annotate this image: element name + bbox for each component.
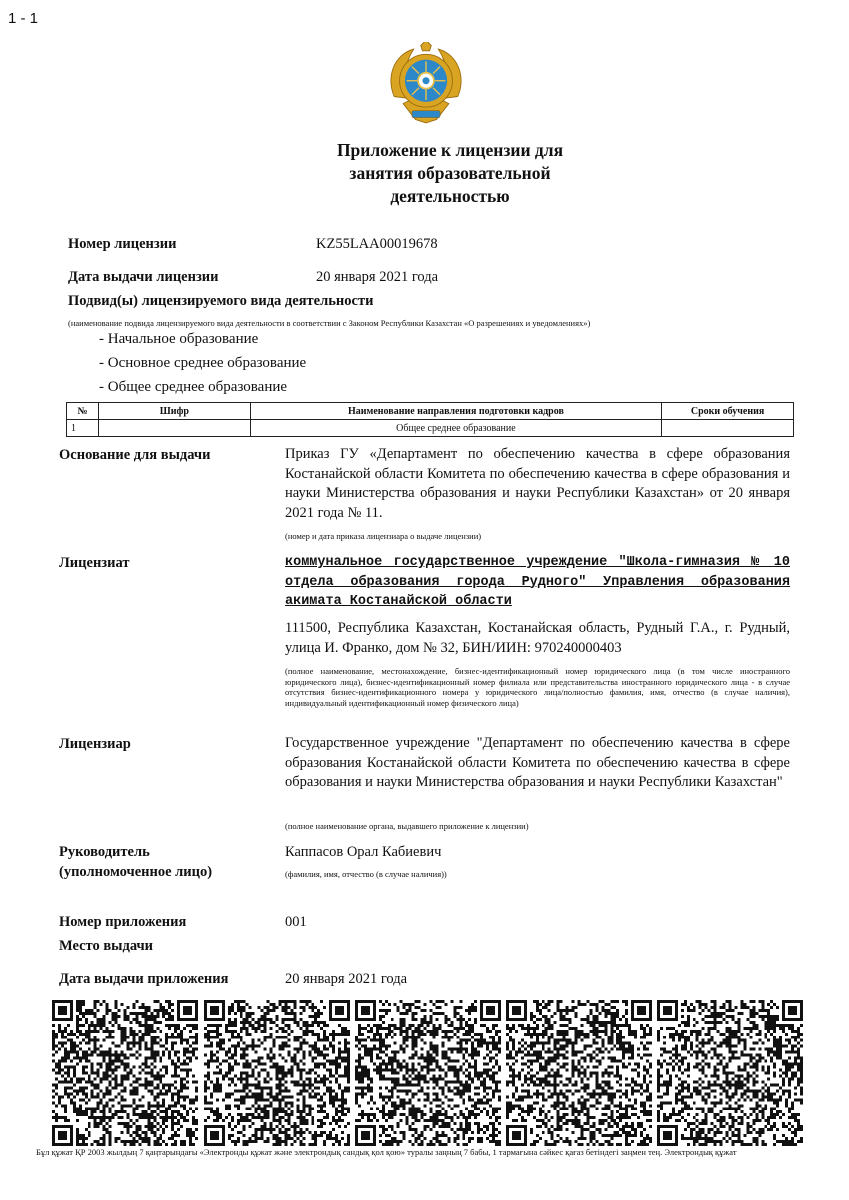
- licensee-label: Лицензиат: [59, 555, 130, 571]
- appendix-date-label: Дата выдачи приложения: [59, 971, 229, 987]
- table-cell: [98, 420, 250, 437]
- qr-code: [506, 1000, 652, 1146]
- basis-label: Основание для выдачи: [59, 447, 211, 463]
- table-header-row: [67, 403, 794, 420]
- subtype-item: - Основное среднее образование: [99, 355, 307, 371]
- licensor-label: Лицензиар: [59, 736, 131, 752]
- head-label-subtitle: (уполномоченное лицо): [59, 864, 213, 880]
- license-number-label: Номер лицензии: [68, 236, 177, 252]
- document-title: [250, 139, 650, 208]
- head-label: Руководитель: [59, 844, 150, 860]
- head-hint: (фамилия, имя, отчество (в случае наличия)): [285, 869, 447, 879]
- subtypes-heading: Подвид(ы) лицензируемого вида деятельности: [68, 293, 374, 309]
- appendix-number-label: Номер приложения: [59, 914, 187, 930]
- qr-code: [657, 1000, 803, 1146]
- column-header: Наименование направления подготовки кадров: [250, 403, 661, 420]
- licensee-address: 111500, Республика Казахстан, Костанайская область, Рудный Г.А., г. Рудный, улица И. Франко, дом № 32, БИН/ИИН: 970240000403: [285, 620, 790, 656]
- qr-modules: [52, 1000, 198, 1146]
- programs-table: [66, 402, 794, 437]
- footer-legal-note: Бұл құжат ҚР 2003 жылдың 7 қаңтарындағы «Электронды құжат және электрондық сандық қол қою» туралы заңның 7 бабы, 1 тармағына сәйкес қағаз бетіндегі заңмен тең. Электрондық құжат: [36, 1147, 737, 1157]
- license-date: 20 января 2021 года: [316, 269, 439, 285]
- licensor-name: Государственное учреждение "Департамент по обеспечению качества в сфере образования Костанайской области Комитета по обеспечению качества в сфере образования и науки Министерства образования и науки Республики Казахстан": [285, 735, 790, 790]
- subtype-item: - Общее среднее образование: [99, 379, 288, 395]
- column-header: Шифр: [98, 403, 250, 420]
- licensor-hint: (полное наименование органа, выдавшего приложение к лицензии): [285, 821, 529, 831]
- table-cell: [662, 420, 794, 437]
- basis-hint: (номер и дата приказа лицензиара о выдаче лицензии): [285, 531, 482, 541]
- qr-code: [52, 1000, 198, 1146]
- appendix-number: 001: [285, 914, 307, 930]
- license-date-label: Дата выдачи лицензии: [68, 269, 219, 285]
- title-line-1: Приложение к лицензии для: [336, 140, 564, 160]
- page-number: 1 - 1: [8, 10, 39, 27]
- subtypes-hint: (наименование подвида лицензируемого вида деятельности в соответствии с Законом Республики Казахстан «О разрешениях и уведомлениях»): [68, 318, 591, 328]
- column-header: №: [67, 403, 99, 420]
- title-line-2: занятия образовательной: [349, 163, 551, 183]
- title-line-3: деятельностью: [390, 186, 510, 206]
- table-row: [67, 420, 794, 437]
- column-header: Сроки обучения: [662, 403, 794, 420]
- licensee-hint: (полное наименование, местонахождение, бизнес-идентификационный номер юридического лица (в том числе иностранного юридического лица), бизнес-идентификационный номер филиала или представительства иностранного юридического лица - в случае отсутствия бизнес-идентификационного номера у юридического лица/полностью фамилия, имя, отчество (в случае наличия), индивидуальный идентификационный номер физического лица): [285, 666, 790, 708]
- subtype-item: - Начальное образование: [99, 331, 259, 347]
- table-cell: Общее среднее образование: [250, 420, 661, 437]
- qr-modules: [506, 1000, 652, 1146]
- license-number: KZ55LAA00019678: [316, 236, 438, 252]
- basis-text: Приказ ГУ «Департамент по обеспечению качества в сфере образования Костанайской области Комитета по обеспечению качества в сфере образования и науки Министерства образования и науки Республики Казахстан» от 20 января 2021 года № 11.: [285, 446, 790, 521]
- table-cell: 1: [67, 420, 99, 437]
- qr-modules: [204, 1000, 350, 1146]
- qr-modules: [657, 1000, 803, 1146]
- appendix-date: 20 января 2021 года: [285, 971, 408, 987]
- qr-modules: [355, 1000, 501, 1146]
- licensee-name: коммунальное государственное учреждение "Школа-гимназия № 10 отдела образования города Рудного" Управления образования акимата Костанайской области: [285, 555, 790, 609]
- state-emblem-icon: [382, 42, 470, 130]
- qr-code: [204, 1000, 350, 1146]
- head-name: Каппасов Орал Кабиевич: [285, 844, 442, 860]
- qr-code: [355, 1000, 501, 1146]
- issue-place-label: Место выдачи: [59, 938, 154, 954]
